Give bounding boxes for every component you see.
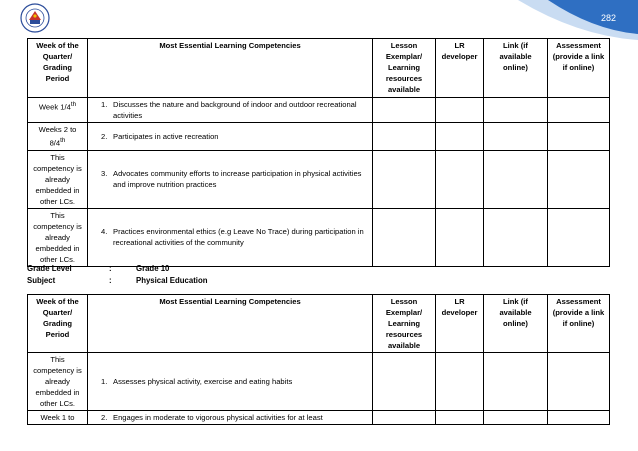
competency-table-2 (27, 294, 610, 425)
week-cell: Week 1/4th (28, 98, 88, 123)
competency-text: Advocates community efforts to increase participation in physical activities and improve nutrition practices (113, 169, 362, 190)
competency-cell: 4. Practices environmental ethics (e.g Leave No Trace) during participation in recreational activities of the community (88, 208, 373, 266)
table-row (28, 123, 610, 151)
week-cell: This competency is already embedded in other LCs. (28, 353, 88, 411)
header-link: Link (if available online) (484, 39, 548, 98)
table-row (28, 411, 610, 425)
header-competencies: Most Essential Learning Competencies (88, 39, 373, 98)
grade-label: Grade Level (27, 264, 72, 273)
table-row (28, 150, 610, 208)
header-assessment: Assessment (provide a link if online) (548, 295, 610, 353)
table-row (28, 353, 610, 411)
grade-value: Grade 10 (136, 264, 170, 273)
header-week: Week of the Quarter/ Grading Period (28, 295, 88, 353)
header-lesson: Lesson Exemplar/ Learning resources available (373, 295, 436, 353)
header-competencies: Most Essential Learning Competencies (88, 295, 373, 353)
competency-text: Practices environmental ethics (e.g Leave No Trace) during participation in recreational activities of the community (113, 227, 364, 248)
subject-label: Subject (27, 276, 56, 285)
header-lesson: Lesson Exemplar/ Learning resources available (373, 39, 436, 98)
week-cell: Week 1 to (28, 411, 88, 425)
week-cell: This competency is already embedded in other LCs. (28, 150, 88, 208)
competency-cell: 2. Engages in moderate to vigorous physical activities for at least (88, 411, 373, 425)
competency-cell: 3. Advocates community efforts to increase participation in physical activities and improve nutrition practices (88, 150, 373, 208)
competency-text: Assesses physical activity, exercise and eating habits (113, 377, 293, 386)
header-row (28, 295, 610, 353)
header-assessment: Assessment (provide a link if online) (548, 39, 610, 98)
competency-cell: 1. Discusses the nature and background of indoor and outdoor recreational activities (88, 98, 373, 123)
week-cell: This competency is already embedded in other LCs. (28, 208, 88, 266)
competency-text: Discusses the nature and background of indoor and outdoor recreational activities (113, 100, 357, 120)
deped-seal-logo (20, 3, 50, 33)
table-row (28, 208, 610, 266)
grade-separator: : (109, 264, 112, 273)
table-row (28, 98, 610, 123)
header-row (28, 39, 610, 98)
week-cell: Weeks 2 to 8/4th (28, 123, 88, 151)
header-link: Link (if available online) (484, 295, 548, 353)
header-lr: LR developer (436, 295, 484, 353)
competency-text: Participates in active recreation (113, 131, 219, 141)
header-banner (518, 0, 638, 40)
competency-cell: 1. Assesses physical activity, exercise and eating habits (88, 353, 373, 411)
header-lr: LR developer (436, 39, 484, 98)
subject-separator: : (109, 276, 112, 285)
competency-cell: 2. Participates in active recreation (88, 123, 373, 151)
competency-table-1 (27, 38, 610, 267)
competency-text: Engages in moderate to vigorous physical activities for at least (113, 413, 323, 422)
subject-value: Physical Education (136, 276, 208, 285)
page-number: 282 (600, 13, 616, 23)
header-week: Week of the Quarter/ Grading Period (28, 39, 88, 98)
